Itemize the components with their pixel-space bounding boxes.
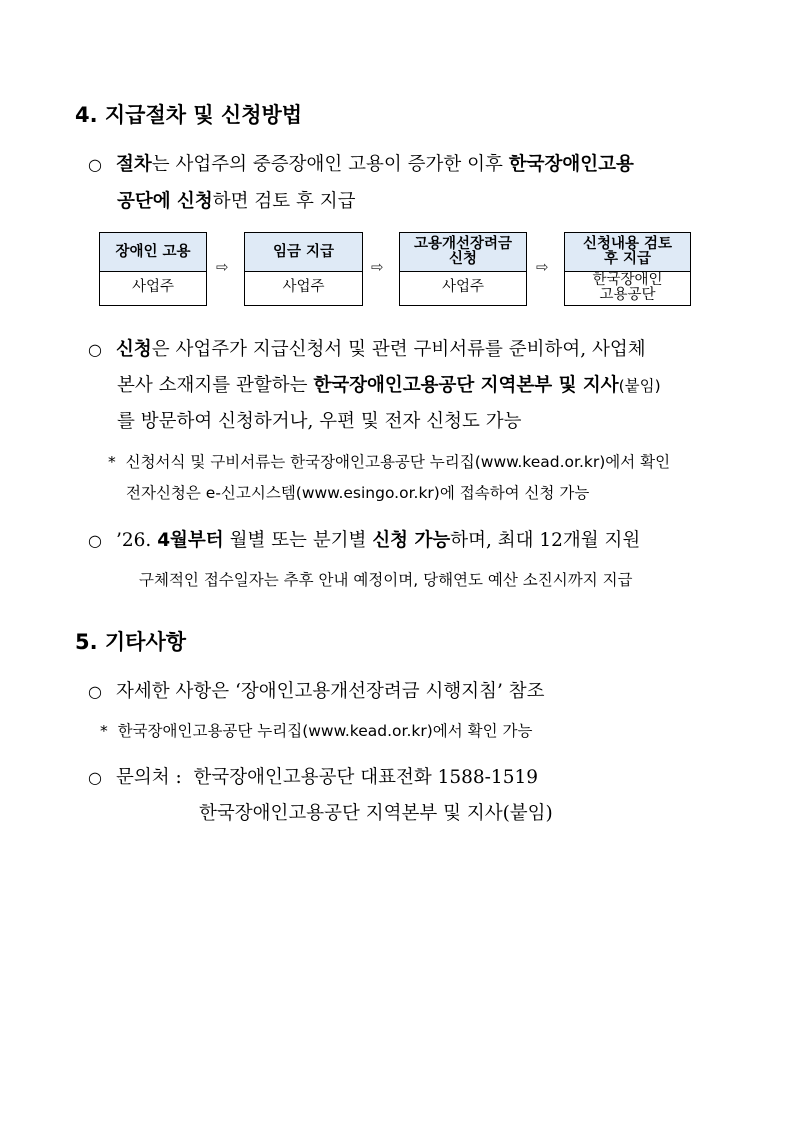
section-4-note-2: 구체적인 접수일자는 추후 안내 예정이며, 당해연도 예산 소진시까지 지급 [139,571,633,589]
contact-label: 문의처 : [116,767,182,788]
body-text: 월별 또는 분기별 [223,530,373,551]
section-5-note [100,719,532,741]
bold-text: 신청 가능 [372,530,451,551]
right-arrow-icon: ⇨ [536,258,549,276]
bold-text: 절차 [116,154,152,175]
body-text: 하면 검토 후 지급 [212,191,356,212]
body-text: 은 사업주가 지급신청서 및 관련 구비서류를 준비하여, 사업체 [151,339,646,360]
body-text: (붙임) [618,377,661,395]
flow-step-actor: 한국장애인 고용공단 [592,271,663,303]
bold-text: 4월부터 [157,530,224,551]
section-4-title: 4. 지급절차 및 신청방법 [75,103,303,127]
section-5-item-2-line-2: 한국장애인고용공단 지역본부 및 지사(붙임) [199,803,553,824]
contact-phone-text: 한국장애인고용공단 대표전화 1588-1519 [193,767,538,788]
section-4-item-2-line-3: 를 방문하여 신청하거나, 우편 및 전자 신청도 가능 [117,411,522,432]
right-arrow-icon: ⇨ [371,258,384,276]
section-4-item-1-line-1 [88,150,634,176]
flow-step-title: 고용개선장려금 신청 [400,233,526,272]
flow-step-title: 임금 지급 [245,233,362,272]
section-4-note-1-line-1 [108,450,670,472]
body-text: ’26. [116,530,158,551]
section-4-note-1-line-2: 전자신청은 e-신고시스템(www.esingo.or.kr)에 접속하여 신청 가능 [126,484,590,502]
section-5-item-1 [88,677,544,703]
flow-step-title: 장애인 고용 [100,233,206,272]
section-5-title: 5. 기타사항 [75,630,187,654]
section-4-item-1-line-2 [117,187,356,213]
flow-step-actor: 사업주 [282,279,325,295]
body-text: 본사 소재지를 관할하는 [117,375,314,396]
body-text: 하며, 최대 12개월 지원 [450,530,641,551]
body-text: 자세한 사항은 ‘장애인고용개선장려금 시행지침’ 참조 [116,681,545,702]
bullet-circle: ○ [88,768,102,787]
flow-step-actor: 사업주 [131,279,175,295]
asterisk-mark: * [108,453,116,471]
bold-text: 한국장애인고용 [508,154,634,175]
flow-step-1 [99,232,207,306]
section-4-item-2-line-1 [88,335,646,361]
section-5-item-2-line-1 [88,763,538,789]
bold-text: 한국장애인고용공단 지역본부 및 지사 [313,375,619,396]
bullet-circle: ○ [88,531,102,550]
bold-text: 신청 [116,339,152,360]
flow-step-4 [564,232,691,306]
flow-step-3 [399,232,527,306]
flow-step-2 [244,232,363,306]
bold-text: 공단에 신청 [117,191,213,212]
bullet-circle: ○ [88,340,102,359]
flow-step-actor: 사업주 [441,279,485,295]
note-text: 한국장애인고용공단 누리집(www.kead.or.kr)에서 확인 가능 [117,722,533,740]
note-text: 신청서식 및 구비서류는 한국장애인고용공단 누리집(www.kead.or.kr)에서 확인 [125,453,671,471]
section-4-item-3 [88,526,640,552]
right-arrow-icon: ⇨ [216,258,229,276]
section-4-item-2-line-2 [117,371,661,397]
asterisk-mark: * [100,722,108,740]
bullet-circle: ○ [88,155,102,174]
bullet-circle: ○ [88,682,102,701]
flow-step-title: 신청내용 검토 후 지급 [565,233,690,272]
body-text: 는 사업주의 중증장애인 고용이 증가한 이후 [151,154,509,175]
